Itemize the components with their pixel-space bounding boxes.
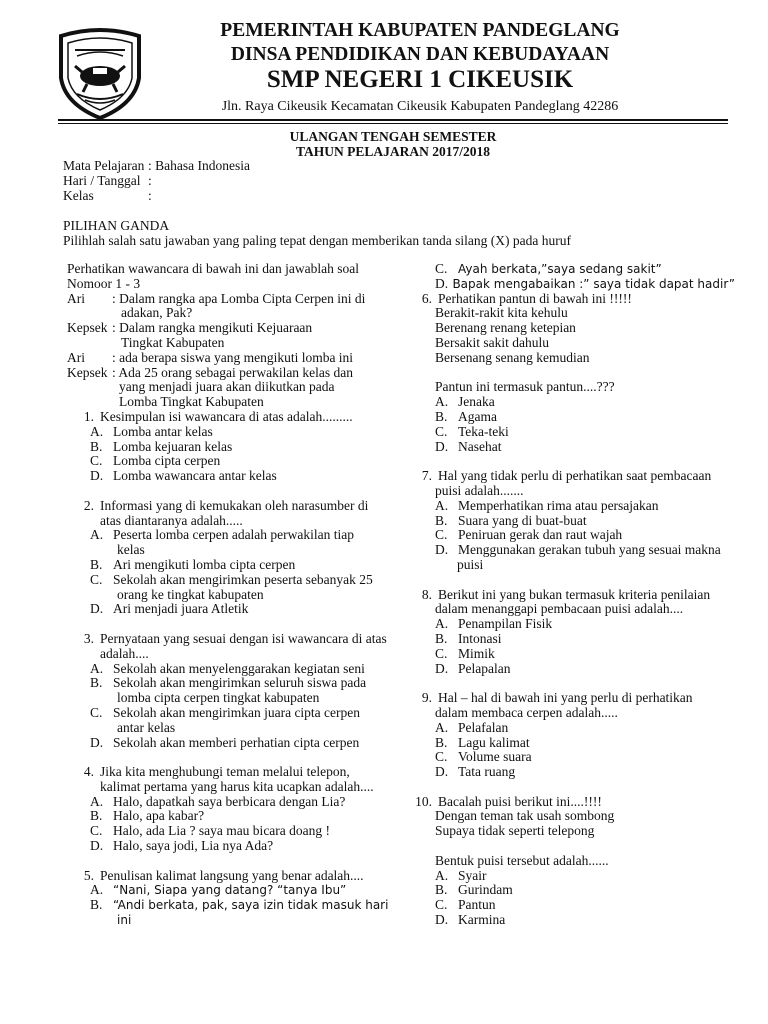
- answer-option[interactable]: A. Jenaka: [435, 394, 495, 410]
- answer-option[interactable]: B. Lomba kejuaran kelas: [90, 438, 233, 454]
- exam-meta: [63, 159, 250, 203]
- instruction-text: Pilihlah salah satu jawaban yang paling tepat dengan memberikan tanda silang (X) pada huruf: [63, 233, 571, 248]
- meta-row-date: Hari / Tanggal :: [63, 172, 152, 188]
- answer-option[interactable]: A. Penampilan Fisik: [435, 616, 553, 632]
- answer-option[interactable]: C. Halo, ada Lia ? saya mau bicara doang !: [90, 823, 331, 839]
- question-6: 6. Perhatikan pantun di bawah ini !!!!!: [421, 290, 632, 306]
- answer-option-cont: orang ke tingkat kabupaten: [117, 586, 264, 602]
- answer-option[interactable]: C. Teka-teki: [435, 423, 509, 439]
- header-rule-thin: [58, 123, 728, 124]
- answer-option[interactable]: B. Sekolah akan mengirimkan seluruh siswa pada: [90, 675, 367, 691]
- question-4: 4. Jika kita menghubungi teman melalui telepon,: [83, 764, 350, 780]
- question-text: atas diantaranya adalah.....: [100, 512, 243, 528]
- answer-option[interactable]: D. Tata ruang: [435, 764, 516, 780]
- answer-option[interactable]: B. Agama: [435, 408, 497, 424]
- dialog-line: Lomba Tingkat Kabupaten: [119, 394, 264, 410]
- answer-option[interactable]: A. Pelafalan: [435, 719, 509, 735]
- answer-option[interactable]: B. Suara yang di buat-buat: [435, 512, 587, 528]
- answer-option[interactable]: D. Nasehat: [435, 438, 502, 454]
- dialog-line: Kepsek : Ada 25 orang sebagai perwakilan kelas dan: [67, 364, 354, 380]
- right-column: [405, 262, 735, 928]
- exam-title: ULANGAN TENGAH SEMESTER: [289, 129, 497, 144]
- answer-option[interactable]: A. Memperhatikan rima atau persajakan: [435, 497, 659, 513]
- answer-option[interactable]: C. Ayah berkata,”saya sedang sakit”: [435, 261, 662, 276]
- department-name: DINSA PENDIDIKAN DAN KEBUDAYAAN: [230, 44, 610, 65]
- poem-line: Dengan teman tak usah sombong: [435, 808, 615, 824]
- meta-row-class: Kelas :: [63, 187, 152, 203]
- intro-line: Nomoor 1 - 3: [67, 275, 141, 291]
- answer-option[interactable]: B. Gurindam: [435, 882, 513, 898]
- answer-option[interactable]: D. Menggunakan gerakan tubuh yang sesuai makna: [435, 542, 721, 558]
- question-8: 8. Berikut ini yang bukan termasuk kriteria penilaian: [421, 586, 711, 602]
- answer-option-cont: puisi: [457, 556, 484, 572]
- answer-option[interactable]: C. Mimik: [435, 645, 495, 661]
- poem-line: Bersakit sakit dahulu: [435, 334, 549, 350]
- answer-option-cont: lomba cipta cerpen tingkat kabupaten: [117, 690, 320, 706]
- answer-option[interactable]: D. Bapak mengabaikan :” saya tidak dapat hadir”: [435, 275, 735, 291]
- letterhead: [0, 0, 768, 122]
- answer-option[interactable]: A. Lomba antar kelas: [90, 423, 213, 439]
- question-2: 2. Informasi yang di kemukakan oleh narasumber di: [83, 497, 369, 513]
- exam-year: TAHUN PELAJARAN 2017/2018: [295, 144, 490, 159]
- question-text: puisi adalah.......: [435, 482, 524, 498]
- school-name: SMP NEGERI 1 CIKEUSIK: [266, 66, 574, 93]
- dialog-line: Ari : ada berapa siswa yang mengikuti lomba ini: [67, 349, 354, 365]
- poem-line: Berakit-rakit kita kehulu: [435, 305, 568, 321]
- question-3: 3. Pernyataan yang sesuai dengan isi wawancara di atas: [83, 630, 387, 646]
- answer-option-cont: antar kelas: [117, 719, 176, 735]
- answer-option[interactable]: C. Lomba cipta cerpen: [90, 453, 221, 469]
- answer-option[interactable]: D. Karmina: [435, 912, 506, 928]
- question-text: dalam menanggapi pembacaan puisi adalah....: [435, 601, 684, 617]
- question-10: 10. Bacalah puisi berikut ini....!!!!: [415, 793, 602, 809]
- section-heading: PILIHAN GANDA: [63, 218, 170, 233]
- answer-option[interactable]: D. Pelapalan: [435, 660, 511, 676]
- question-text: adalah....: [100, 645, 149, 661]
- government-name: PEMERINTAH KABUPATEN PANDEGLANG: [220, 20, 620, 41]
- question-5: 5. Penulisan kalimat langsung yang benar adalah....: [83, 867, 364, 883]
- answer-option[interactable]: A. “Nani, Siapa yang datang? “tanya Ibu”: [90, 882, 347, 898]
- question-prompt: Bentuk puisi tersebut adalah......: [435, 852, 609, 868]
- answer-option[interactable]: C. Pantun: [435, 897, 496, 913]
- instructions: [63, 218, 571, 248]
- answer-option[interactable]: C. Volume suara: [435, 749, 532, 765]
- header-rule-thick: [58, 119, 728, 121]
- dialog-line: Ari : Dalam rangka apa Lomba Cipta Cerpen ini di: [67, 290, 366, 306]
- dialog-line: yang menjadi juara akan diikutkan pada: [119, 379, 335, 395]
- meta-row-subject: Mata Pelajaran : Bahasa Indonesia: [63, 158, 250, 173]
- question-text: dalam membaca cerpen adalah.....: [435, 704, 618, 720]
- question-7: 7. Hal yang tidak perlu di perhatikan saat pembacaan: [421, 468, 712, 484]
- left-column: [67, 262, 397, 928]
- answer-option[interactable]: A. Sekolah akan menyelenggarakan kegiatan seni: [90, 660, 365, 676]
- regency-emblem-icon: [55, 26, 145, 120]
- dialog-line: Tingkat Kabupaten: [121, 334, 225, 350]
- answer-option-cont: ini: [117, 913, 132, 928]
- answer-option[interactable]: B. “Andi berkata, pak, saya izin tidak masuk hari: [90, 897, 389, 913]
- answer-option-cont: kelas: [117, 542, 145, 558]
- answer-option[interactable]: B. Halo, apa kabar?: [90, 808, 205, 824]
- question-text: kalimat pertama yang harus kita ucapkan adalah....: [100, 778, 374, 794]
- answer-option[interactable]: D. Halo, saya jodi, Lia nya Ada?: [90, 838, 274, 854]
- dialog-line: Kepsek : Dalam rangka mengikuti Kejuaraan: [67, 320, 313, 336]
- poem-line: Supaya tidak seperti telepong: [435, 823, 595, 839]
- answer-option[interactable]: B. Intonasi: [435, 630, 502, 646]
- question-9: 9. Hal – hal di bawah ini yang perlu di perhatikan: [421, 690, 693, 706]
- poem-line: Bersenang senang kemudian: [435, 349, 590, 365]
- answer-option[interactable]: D. Sekolah akan memberi perhatian cipta cerpen: [90, 734, 360, 750]
- answer-option[interactable]: A. Peserta lomba cerpen adalah perwakilan tiap: [90, 527, 355, 543]
- answer-option[interactable]: C. Peniruan gerak dan raut wajah: [435, 527, 623, 543]
- answer-option[interactable]: B. Lagu kalimat: [435, 734, 530, 750]
- answer-option[interactable]: A. Halo, dapatkah saya berbicara dengan Lia?: [90, 793, 346, 809]
- poem-line: Berenang renang ketepian: [435, 320, 576, 336]
- answer-option[interactable]: B. Ari mengikuti lomba cipta cerpen: [90, 556, 296, 572]
- answer-option[interactable]: D. Ari menjadi juara Atletik: [90, 601, 249, 617]
- intro-line: Perhatikan wawancara di bawah ini dan jawablah soal: [67, 261, 360, 276]
- question-1: 1. Kesimpulan isi wawancara di atas adalah.........: [83, 408, 353, 424]
- answer-option[interactable]: C. Sekolah akan mengirimkan peserta sebanyak 25: [90, 571, 373, 587]
- dialog-line: adakan, Pak?: [121, 305, 193, 321]
- school-address: Jln. Raya Cikeusik Kecamatan Cikeusik Kabupaten Pandeglang 42286: [221, 99, 619, 114]
- answer-option[interactable]: A. Syair: [435, 867, 487, 883]
- answer-option[interactable]: C. Sekolah akan mengirimkan juara cipta cerpen: [90, 704, 361, 720]
- answer-option[interactable]: D. Lomba wawancara antar kelas: [90, 468, 277, 484]
- question-prompt: Pantun ini termasuk pantun....???: [435, 379, 615, 395]
